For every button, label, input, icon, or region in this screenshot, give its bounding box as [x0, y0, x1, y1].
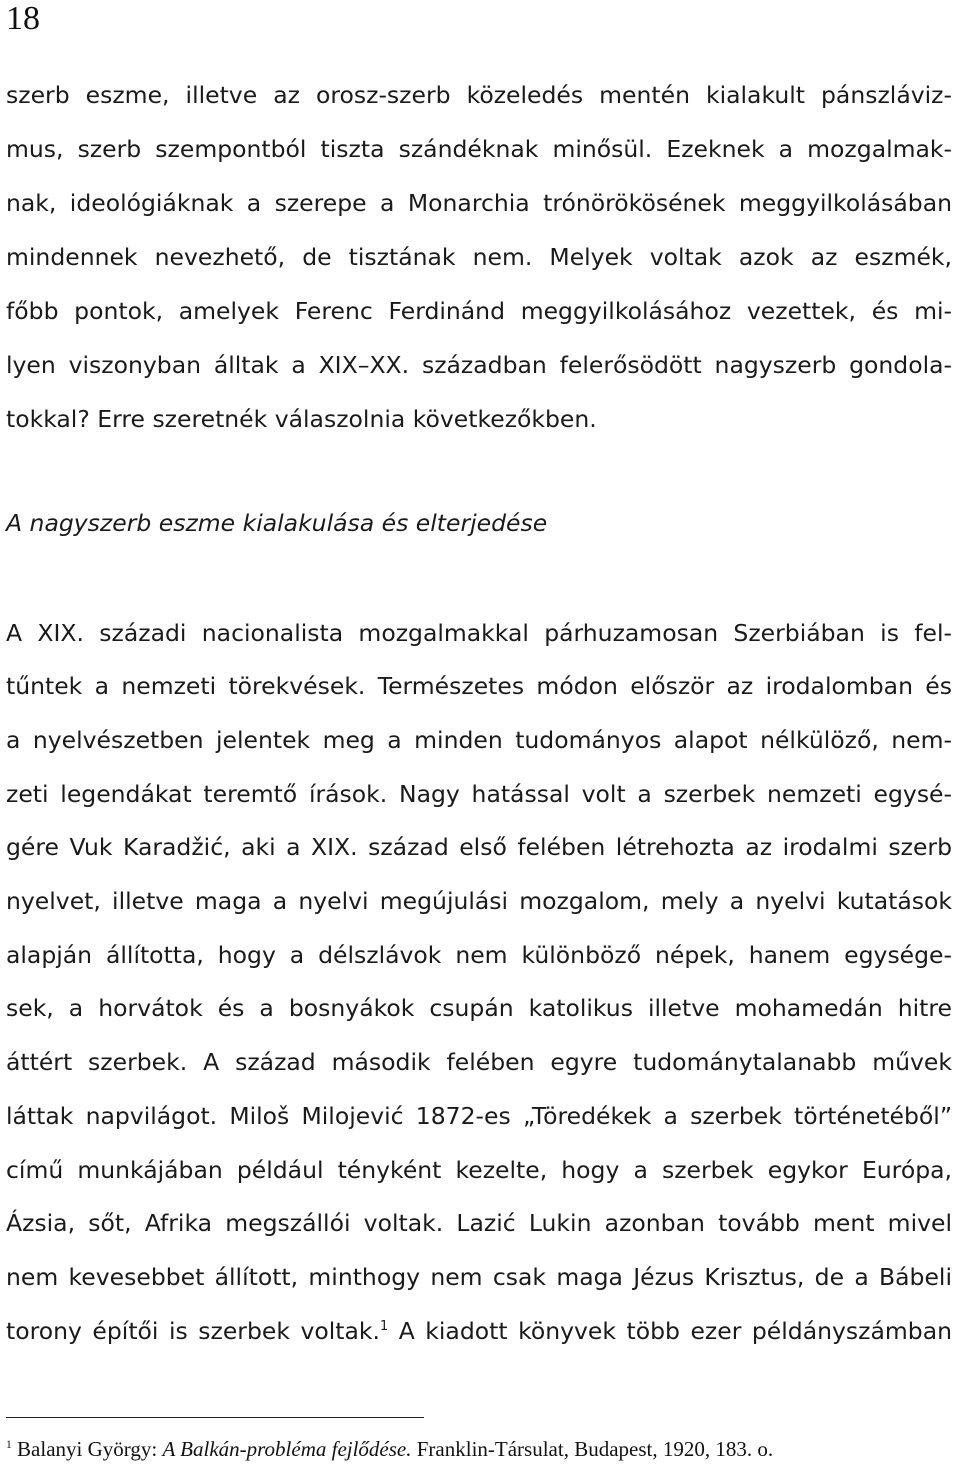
text-line: lyen viszonyban álltak a XIX–XX. században felerősödött nagyszerb gondola-	[6, 351, 952, 379]
text-line: szerb eszme, illetve az orosz-szerb közeledés mentén kialakult pánszláviz-	[6, 81, 952, 109]
footnote-publication: Franklin-Társulat, Budapest, 1920, 183. o.	[411, 1437, 774, 1461]
footnote-author: Balanyi György:	[11, 1437, 163, 1461]
text-line: mus, szerb szempontból tiszta szándéknak minősül. Ezeknek a mozgalmak-	[6, 135, 952, 163]
text-fragment: A kiadott könyvek több ezer példányszámban	[388, 1317, 952, 1345]
text-line: alapján állította, hogy a délszlávok nem különböző népek, hanem egysége-	[6, 941, 952, 969]
footnote-number: 1	[6, 1439, 12, 1451]
footnote	[6, 1436, 773, 1462]
text-line: áttért szerbek. A század második felében egyre tudománytalanabb művek	[6, 1048, 952, 1076]
section-heading: A nagyszerb eszme kialakulása és elterjedése	[6, 509, 548, 537]
footnote-title: A Balkán-probléma fejlődése.	[162, 1437, 412, 1461]
text-fragment: torony építői is szerbek voltak.	[6, 1317, 380, 1345]
text-line: sek, a horvátok és a bosnyákok csupán katolikus illetve mohamedán hitre	[6, 994, 952, 1022]
text-line: tűntek a nemzeti törekvések. Természetes módon először az irodalomban és	[6, 672, 952, 700]
text-line: nyelvet, illetve maga a nyelvi megújulási mozgalom, mely a nyelvi kutatások	[6, 887, 952, 915]
page-number: 18	[6, 0, 40, 37]
text-line: című munkájában például tényként kezelte, hogy a szerbek egykor Európa,	[6, 1156, 952, 1184]
text-line: nem kevesebbet állított, minthogy nem csak maga Jézus Krisztus, de a Bábeli	[6, 1263, 952, 1291]
text-line: zeti legendákat teremtő írások. Nagy hatással volt a szerbek nemzeti egysé-	[6, 780, 952, 808]
text-line: a nyelvészetben jelentek meg a minden tudományos alapot nélkülöző, nem-	[6, 726, 952, 754]
text-line: gére Vuk Karadžić, aki a XIX. század első felében létrehozta az irodalmi szerb	[6, 833, 952, 861]
text-line: mindennek nevezhető, de tisztának nem. Melyek voltak azok az eszmék,	[6, 243, 952, 271]
text-line: főbb pontok, amelyek Ferenc Ferdinánd meggyilkolásához vezettek, és mi-	[6, 297, 952, 325]
text-line: tokkal? Erre szeretnék válaszolnia következőkben.	[6, 405, 597, 433]
text-line: láttak napvilágot. Miloš Milojević 1872-es „Töredékek a szerbek történetéből”	[6, 1102, 952, 1130]
text-line-last	[6, 1316, 952, 1346]
footnote-reference[interactable]: 1	[379, 1319, 389, 1335]
text-line: A XIX. századi nacionalista mozgalmakkal párhuzamosan Szerbiában is fel-	[6, 619, 952, 647]
text-line: nak, ideológiáknak a szerepe a Monarchia trónörökösének meggyilkolásában	[6, 189, 952, 217]
text-line: Ázsia, sőt, Afrika megszállói voltak. Lazić Lukin azonban tovább ment mivel	[6, 1209, 952, 1237]
footnote-separator	[6, 1417, 424, 1418]
